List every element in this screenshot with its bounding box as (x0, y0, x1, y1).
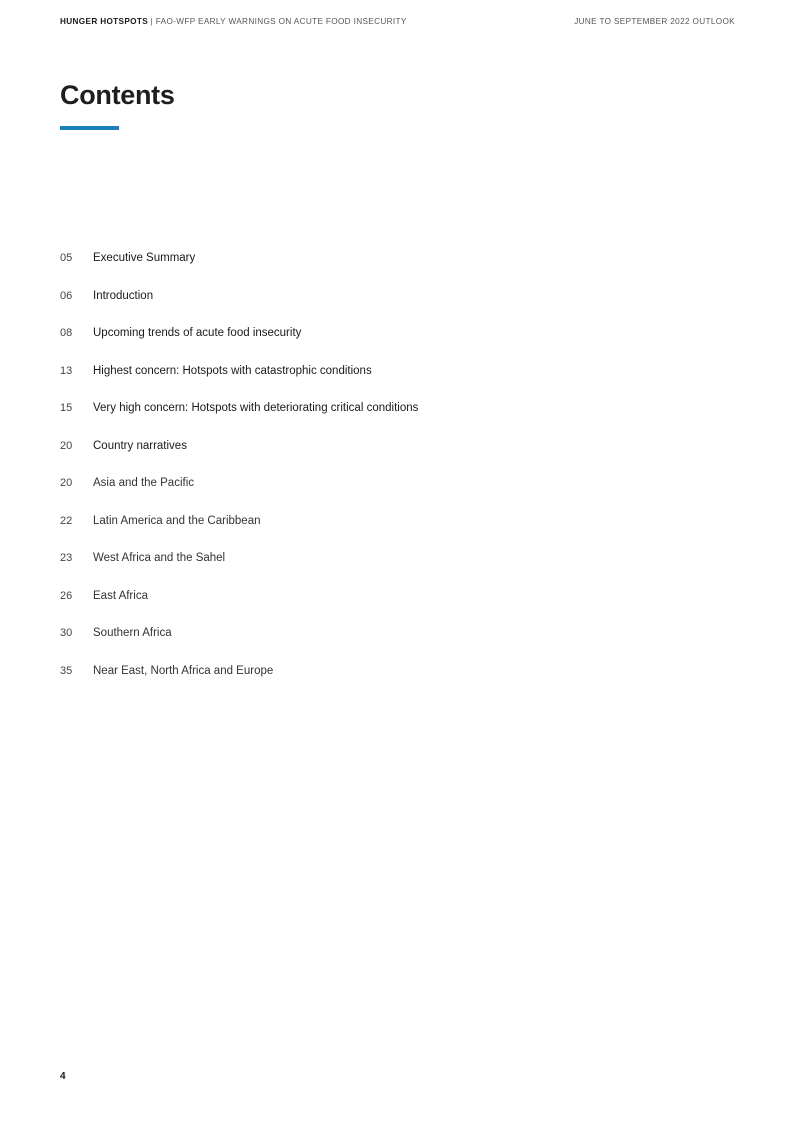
toc-entry-label: Executive Summary (93, 252, 196, 264)
toc-entry-label: Asia and the Pacific (93, 477, 195, 489)
toc-entry-latin-america[interactable] (60, 515, 740, 553)
toc-page-number: 08 (60, 327, 73, 339)
toc-entry-label: Highest concern: Hotspots with catastrophic conditions (93, 364, 372, 377)
toc-entry-label: Upcoming trends of acute food insecurity (93, 327, 302, 339)
toc-page-number: 15 (60, 402, 73, 414)
footer-page-number: 4 (60, 1071, 66, 1082)
toc-page-number: 23 (60, 552, 73, 564)
running-header (60, 17, 735, 31)
toc-page-number: 05 (60, 252, 73, 264)
toc-entry-label: Near East, North Africa and Europe (93, 664, 274, 677)
toc-page-number: 20 (60, 477, 73, 489)
toc-page-number: 26 (60, 589, 73, 602)
toc-entry-near-east[interactable] (60, 665, 740, 703)
toc-entry-west-africa[interactable] (60, 552, 740, 590)
toc-entry-country-narratives[interactable] (60, 440, 740, 478)
toc-page-number: 06 (60, 289, 73, 302)
toc-entry-executive-summary[interactable] (60, 252, 740, 290)
header-brand: HUNGER HOTSPOTS (60, 17, 149, 26)
header-separator: | (150, 17, 154, 26)
toc-entry-east-africa[interactable] (60, 590, 740, 628)
toc-entry-label: East Africa (93, 589, 148, 602)
toc-entry-label: Very high concern: Hotspots with deteriorating critical conditions (93, 402, 419, 414)
toc-entry-label: West Africa and the Sahel (93, 552, 226, 564)
toc-entry-label: Southern Africa (93, 627, 172, 639)
toc-entry-southern-africa[interactable] (60, 627, 740, 665)
table-of-contents (60, 252, 740, 702)
toc-page-number: 22 (60, 514, 73, 527)
toc-entry-label: Country narratives (93, 439, 187, 452)
toc-entry-highest-concern[interactable] (60, 365, 740, 403)
toc-entry-very-high-concern[interactable] (60, 402, 740, 440)
header-subtitle: FAO-WFP EARLY WARNINGS ON ACUTE FOOD INSECURITY (155, 17, 407, 26)
toc-page-number: 13 (60, 364, 73, 377)
page-title: Contents (60, 80, 175, 110)
toc-entry-upcoming-trends[interactable] (60, 327, 740, 365)
toc-entry-asia-pacific[interactable] (60, 477, 740, 515)
toc-entry-label: Latin America and the Caribbean (93, 514, 261, 527)
toc-page-number: 30 (60, 627, 73, 639)
title-underline (60, 126, 119, 130)
toc-page-number: 35 (60, 664, 73, 677)
header-outlook: JUNE TO SEPTEMBER 2022 OUTLOOK (574, 17, 735, 26)
toc-entry-label: Introduction (93, 289, 154, 302)
toc-entry-introduction[interactable] (60, 290, 740, 328)
toc-page-number: 20 (60, 439, 73, 452)
